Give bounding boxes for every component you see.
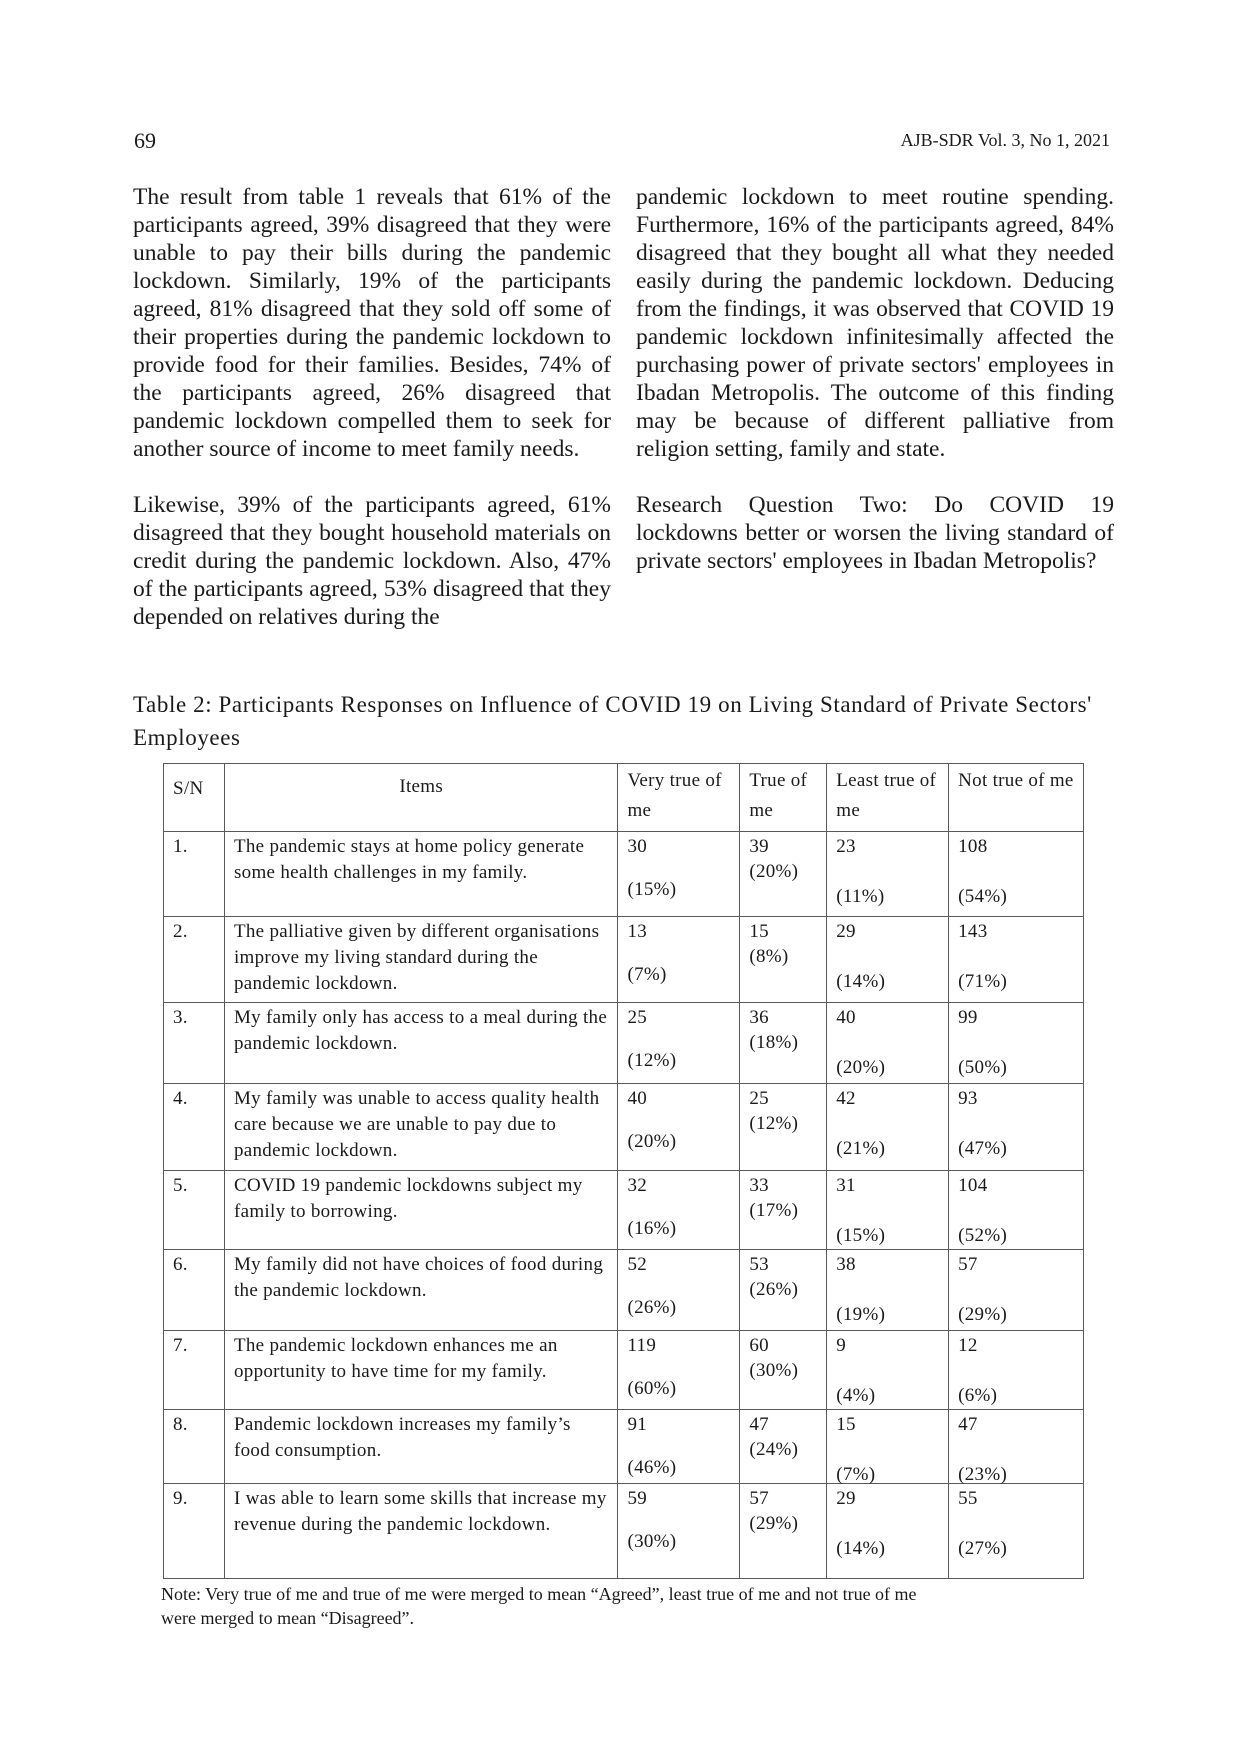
response-percent: (50%)	[958, 1057, 1008, 1078]
response-percent: (6%)	[958, 1385, 998, 1406]
response-percent: (4%)	[836, 1385, 876, 1406]
response-cell	[740, 1003, 827, 1084]
row-number: 2.	[164, 917, 225, 1003]
response-count: 15	[836, 1414, 856, 1435]
response-cell	[740, 1084, 827, 1171]
response-percent: (16%)	[627, 1218, 677, 1239]
table-row	[164, 917, 1084, 1003]
response-count: 12	[958, 1335, 978, 1356]
table-row	[164, 1331, 1084, 1410]
response-percent: (20%)	[627, 1131, 677, 1152]
response-cell	[740, 832, 827, 917]
response-cell	[949, 1003, 1084, 1084]
item-text: The pandemic stays at home policy generate some health challenges in my family.	[224, 832, 617, 917]
journal-reference: AJB-SDR Vol. 3, No 1, 2021	[900, 130, 1110, 150]
response-percent: (24%)	[749, 1439, 799, 1460]
response-cell	[740, 1331, 827, 1410]
response-count: 29	[836, 1488, 856, 1509]
table-row	[164, 1250, 1084, 1331]
response-cell	[827, 1410, 949, 1484]
response-percent: (30%)	[627, 1531, 677, 1552]
response-count: 38	[836, 1254, 856, 1275]
response-percent: (11%)	[836, 886, 885, 907]
response-percent: (12%)	[627, 1050, 677, 1071]
response-cell	[827, 917, 949, 1003]
row-number: 7.	[164, 1331, 225, 1410]
response-cell	[827, 1171, 949, 1250]
response-cell	[740, 1410, 827, 1484]
item-text: My family was unable to access quality health care because we are unable to pay due to pandemic lockdown.	[224, 1084, 617, 1171]
response-percent: (54%)	[958, 886, 1008, 907]
response-count: 143	[958, 921, 988, 942]
item-text: My family did not have choices of food during the pandemic lockdown.	[224, 1250, 617, 1331]
left-column	[133, 183, 611, 631]
response-cell	[827, 1003, 949, 1084]
response-count: 25	[749, 1088, 769, 1109]
response-count: 47	[958, 1414, 978, 1435]
response-cell	[618, 832, 740, 917]
table-row	[164, 1084, 1084, 1171]
response-cell	[949, 832, 1084, 917]
response-count: 40	[836, 1007, 856, 1028]
table-row	[164, 832, 1084, 917]
response-count: 42	[836, 1088, 856, 1109]
response-cell	[827, 1484, 949, 1579]
table-title: Table 2: Participants Responses on Influence of COVID 19 on Living Standard of Private Sectors' Employees	[133, 692, 1092, 750]
row-number: 9.	[164, 1484, 225, 1579]
response-percent: (47%)	[958, 1138, 1008, 1159]
response-cell	[740, 1484, 827, 1579]
response-cell	[618, 1250, 740, 1331]
response-percent: (71%)	[958, 971, 1008, 992]
row-number: 1.	[164, 832, 225, 917]
response-count: 60	[749, 1335, 769, 1356]
response-count: 13	[627, 921, 648, 942]
response-cell	[827, 1250, 949, 1331]
response-cell	[827, 1331, 949, 1410]
row-number: 3.	[164, 1003, 225, 1084]
response-count: 119	[627, 1335, 657, 1356]
response-cell	[949, 1484, 1084, 1579]
table-note: Note: Very true of me and true of me were merged to mean “Agreed”, least true of me and not true of me were merged to mean “Disagreed”.	[161, 1584, 917, 1628]
paragraph: pandemic lockdown to meet routine spending. Furthermore, 16% of the participants agreed, 84% disagreed that they bought all what they needed easily during the pandemic lockdown. Deducing from the findings, it was observed that COVID 19 pandemic lockdown infinitesimally affected the purchasing power of private sectors' employees in Ibadan Metropolis. The outcome of this finding may be because of different palliative from religion setting, family and state.	[636, 184, 1114, 462]
item-text: The pandemic lockdown enhances me an opportunity to have time for my family.	[224, 1331, 617, 1410]
response-cell	[618, 1410, 740, 1484]
response-cell	[949, 1331, 1084, 1410]
response-cell	[949, 1250, 1084, 1331]
response-percent: (12%)	[749, 1113, 799, 1134]
response-count: 15	[749, 921, 769, 942]
response-percent: (20%)	[749, 861, 799, 882]
response-percent: (14%)	[836, 1538, 886, 1559]
response-count: 29	[836, 921, 856, 942]
item-text: My family only has access to a meal during the pandemic lockdown.	[224, 1003, 617, 1084]
response-percent: (14%)	[836, 971, 886, 992]
response-count: 59	[627, 1488, 648, 1509]
response-cell	[618, 1084, 740, 1171]
item-text: The palliative given by different organisations improve my living standard during the pandemic lockdown.	[224, 917, 617, 1003]
response-count: 91	[627, 1414, 648, 1435]
response-cell	[949, 1171, 1084, 1250]
response-count: 47	[749, 1414, 769, 1435]
row-number: 4.	[164, 1084, 225, 1171]
response-percent: (7%)	[836, 1464, 876, 1485]
response-count: 40	[627, 1088, 648, 1109]
response-count: 93	[958, 1088, 978, 1109]
response-count: 108	[958, 836, 988, 857]
response-cell	[618, 917, 740, 1003]
response-percent: (8%)	[749, 946, 789, 967]
research-question: Research Question Two: Do COVID 19 lockdowns better or worsen the living standard of private sectors' employees in Ibadan Metropolis?	[636, 492, 1114, 574]
response-count: 52	[627, 1254, 648, 1275]
response-cell	[949, 917, 1084, 1003]
response-percent: (17%)	[749, 1200, 799, 1221]
response-count: 32	[627, 1175, 648, 1196]
table-row	[164, 1171, 1084, 1250]
response-count: 39	[749, 836, 769, 857]
response-count: 31	[836, 1175, 856, 1196]
response-cell	[740, 1171, 827, 1250]
row-number: 6.	[164, 1250, 225, 1331]
response-count: 33	[749, 1175, 769, 1196]
table-header-row	[164, 764, 1084, 832]
response-percent: (19%)	[836, 1304, 886, 1325]
right-column	[636, 183, 1114, 575]
response-percent: (27%)	[958, 1538, 1008, 1559]
item-text: COVID 19 pandemic lockdowns subject my family to borrowing.	[224, 1171, 617, 1250]
column-header-sn: S/N	[164, 764, 225, 832]
response-cell	[827, 1084, 949, 1171]
response-percent: (52%)	[958, 1225, 1008, 1246]
table-row	[164, 1410, 1084, 1484]
response-count: 9	[836, 1335, 847, 1356]
row-number: 5.	[164, 1171, 225, 1250]
column-header-least-true: Least true of me	[827, 764, 949, 832]
response-cell	[618, 1171, 740, 1250]
response-percent: (26%)	[627, 1297, 677, 1318]
responses-table	[163, 763, 1084, 1579]
response-count: 25	[627, 1007, 648, 1028]
response-percent: (23%)	[958, 1464, 1008, 1485]
response-count: 53	[749, 1254, 769, 1275]
page-number: 69	[134, 128, 156, 153]
response-cell	[740, 917, 827, 1003]
response-percent: (15%)	[836, 1225, 886, 1246]
response-percent: (29%)	[749, 1513, 799, 1534]
item-text: I was able to learn some skills that increase my revenue during the pandemic lockdown.	[224, 1484, 617, 1579]
response-count: 36	[749, 1007, 769, 1028]
column-header-items: Items	[224, 764, 617, 832]
response-percent: (60%)	[627, 1378, 677, 1399]
response-cell	[740, 1250, 827, 1331]
response-count: 30	[627, 836, 648, 857]
response-count: 55	[958, 1488, 978, 1509]
response-count: 104	[958, 1175, 988, 1196]
response-count: 99	[958, 1007, 978, 1028]
item-text: Pandemic lockdown increases my family’s food consumption.	[224, 1410, 617, 1484]
paragraph: Likewise, 39% of the participants agreed, 61% disagreed that they bought household materials on credit during the pandemic lockdown. Also, 47% of the participants agreed, 53% disagreed that they depended on relatives during the	[133, 492, 611, 630]
table-row	[164, 1003, 1084, 1084]
response-percent: (15%)	[627, 879, 677, 900]
column-header-true: True of me	[740, 764, 827, 832]
response-percent: (29%)	[958, 1304, 1008, 1325]
response-count: 23	[836, 836, 856, 857]
response-cell	[827, 832, 949, 917]
paragraph: The result from table 1 reveals that 61% of the participants agreed, 39% disagreed that they were unable to pay their bills during the pandemic lockdown. Similarly, 19% of the participants agreed, 81% disagreed that they sold off some of their properties during the pandemic lockdown to provide food for their families. Besides, 74% of the participants agreed, 26% disagreed that pandemic lockdown compelled them to seek for another source of income to meet family needs.	[133, 184, 611, 462]
response-percent: (18%)	[749, 1032, 799, 1053]
row-number: 8.	[164, 1410, 225, 1484]
table-row	[164, 1484, 1084, 1579]
response-percent: (20%)	[836, 1057, 886, 1078]
response-cell	[949, 1084, 1084, 1171]
response-percent: (26%)	[749, 1279, 799, 1300]
column-header-very-true: Very true of me	[618, 764, 740, 832]
response-percent: (46%)	[627, 1457, 677, 1478]
response-percent: (7%)	[627, 964, 667, 985]
response-cell	[618, 1331, 740, 1410]
response-count: 57	[749, 1488, 769, 1509]
column-header-not-true: Not true of me	[949, 764, 1084, 832]
response-percent: (30%)	[749, 1360, 799, 1381]
response-percent: (21%)	[836, 1138, 886, 1159]
response-count: 57	[958, 1254, 978, 1275]
response-cell	[949, 1410, 1084, 1484]
response-cell	[618, 1003, 740, 1084]
response-cell	[618, 1484, 740, 1579]
